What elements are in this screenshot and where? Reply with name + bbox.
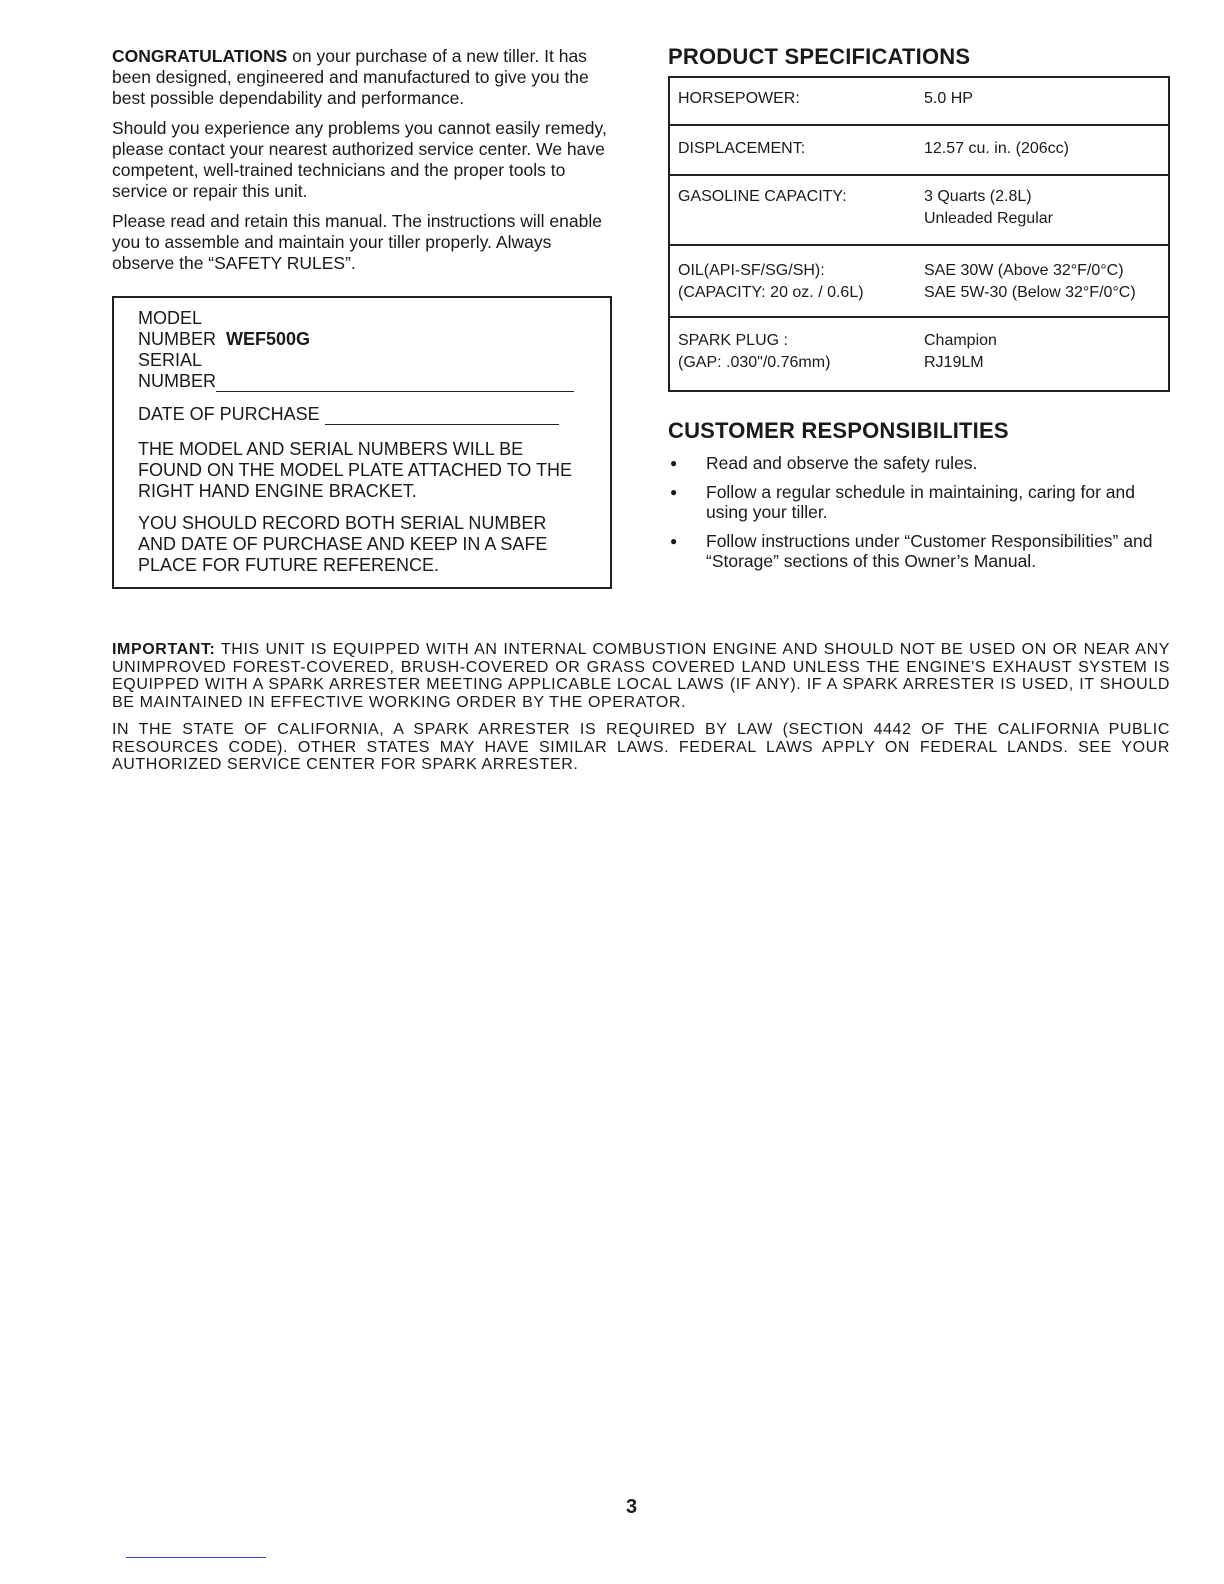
spec-value-line-1: Champion: [924, 332, 997, 349]
spec-label-line-2: (GAP: .030"/0.76mm): [678, 354, 831, 371]
spec-row-oil: [670, 246, 1168, 318]
specifications-table: [668, 76, 1170, 392]
spec-label: HORSEPOWER:: [678, 90, 800, 107]
customer-responsibilities-section: [668, 418, 1172, 571]
date-of-purchase-label: DATE OF PURCHASE: [138, 404, 320, 424]
serial-number-line: [138, 371, 588, 392]
spec-value-line-2: SAE 5W-30 (Below 32°F/0°C): [924, 284, 1136, 301]
spec-row-horsepower: [670, 78, 1168, 126]
spec-label-line-2: (CAPACITY: 20 oz. / 0.6L): [678, 284, 864, 301]
bullet-icon: ●: [670, 485, 678, 499]
spec-label-line-1: OIL(API-SF/SG/SH):: [678, 262, 825, 279]
spec-row-gasoline-capacity: [670, 176, 1168, 246]
spec-value: 12.57 cu. in. (206cc): [924, 140, 1069, 157]
spec-value-line-1: SAE 30W (Above 32°F/0°C): [924, 262, 1124, 279]
spec-label: [678, 260, 924, 316]
congratulations-lead: CONGRATULATIONS: [112, 46, 288, 66]
important-paragraph-1: [112, 641, 1170, 711]
spec-label: [678, 330, 924, 390]
list-item: [668, 453, 1172, 473]
serial-label: SERIAL: [138, 350, 203, 370]
spec-value-line-1: 3 Quarts (2.8L): [924, 188, 1032, 205]
serial-number-label: NUMBER: [138, 371, 217, 391]
date-of-purchase-blank: [325, 406, 559, 425]
product-specifications-title: PRODUCT SPECIFICATIONS: [668, 44, 971, 69]
list-item-text: Follow instructions under “Customer Responsibilities” and “Storage” sections of this Owner’s Manual.: [706, 531, 1153, 571]
bullet-icon: ●: [670, 534, 678, 548]
model-serial-record-box: [112, 296, 612, 589]
bottom-rule: [126, 1557, 266, 1558]
model-number-value: WEF500G: [226, 329, 311, 349]
spec-label-line-1: SPARK PLUG :: [678, 332, 788, 349]
product-specifications-section: [668, 44, 1172, 392]
spec-row-spark-plug: [670, 318, 1168, 390]
date-of-purchase-line: [138, 404, 588, 425]
list-item: [668, 482, 1172, 522]
spec-row-displacement: [670, 126, 1168, 176]
intro-paragraph-2: Should you experience any problems you cannot easily remedy, please contact your nearest authorized service center. We have competent, well-trained technicians and the proper tools to service or repair this unit.: [112, 118, 607, 201]
list-item-text: Follow a regular schedule in maintaining, caring for and using your tiller.: [706, 482, 1135, 522]
spec-value: 5.0 HP: [924, 90, 973, 107]
model-number-label: NUMBER: [138, 329, 217, 349]
important-lead: IMPORTANT:: [112, 641, 216, 658]
list-item-text: Read and observe the safety rules.: [706, 453, 978, 473]
spec-value: [924, 330, 1160, 390]
spec-value-line-2: RJ19LM: [924, 354, 984, 371]
page-number: 3: [626, 1496, 638, 1518]
important-paragraph-1-text: THIS UNIT IS EQUIPPED WITH AN INTERNAL COMBUSTION ENGINE AND SHOULD NOT BE USED ON OR NEAR ANY UNIMPROVED FOREST-COVERED, BRUSH-COVERED OR GRASS COVERED LAND UNLESS THE ENGINE'S EXHAUST SYSTEM IS EQUIPPED WITH A SPARK ARRESTER MEETING APPLICABLE LOCAL LAWS (IF ANY). IF A SPARK ARRESTER IS USED, IT SHOULD BE MAINTAINED IN EFFECTIVE WORKING ORDER BY THE OPERATOR.: [112, 641, 1170, 711]
model-plate-note: THE MODEL AND SERIAL NUMBERS WILL BE FOUND ON THE MODEL PLATE ATTACHED TO THE RIGHT HAND ENGINE BRACKET.: [138, 439, 573, 501]
model-number-line: [138, 329, 588, 350]
spec-value: [924, 186, 1160, 244]
intro-paragraph-1: [112, 46, 618, 109]
spec-label: DISPLACEMENT:: [678, 140, 806, 157]
intro-paragraph-1-text: on your purchase of a new tiller. It has been designed, engineered and manufactured to give you the best possible dependability and performance.: [112, 46, 589, 108]
spec-label: GASOLINE CAPACITY:: [678, 188, 847, 205]
customer-responsibilities-title: CUSTOMER RESPONSIBILITIES: [668, 418, 1009, 443]
model-label: MODEL: [138, 308, 203, 328]
spec-value: [924, 260, 1160, 316]
bullet-icon: ●: [670, 456, 678, 470]
intro-paragraph-3: Please read and retain this manual. The instructions will enable you to assemble and maintain your tiller properly. Always observe the “SAFETY RULES”.: [112, 211, 602, 273]
important-notice: [112, 641, 1170, 784]
intro-section: [112, 46, 618, 283]
spec-value-line-2: Unleaded Regular: [924, 210, 1053, 227]
list-item: [668, 531, 1172, 571]
serial-number-blank: [216, 373, 574, 392]
important-paragraph-2: IN THE STATE OF CALIFORNIA, A SPARK ARRESTER IS REQUIRED BY LAW (SECTION 4442 OF THE CALIFORNIA PUBLIC RESOURCES CODE). OTHER STATES MAY HAVE SIMILAR LAWS. FEDERAL LAWS APPLY ON FEDERAL LANDS. SEE YOUR AUTHORIZED SERVICE CENTER FOR SPARK ARRESTER.: [112, 721, 1170, 773]
record-keeping-note: YOU SHOULD RECORD BOTH SERIAL NUMBER AND DATE OF PURCHASE AND KEEP IN A SAFE PLACE FOR FUTURE REFERENCE.: [138, 513, 548, 575]
